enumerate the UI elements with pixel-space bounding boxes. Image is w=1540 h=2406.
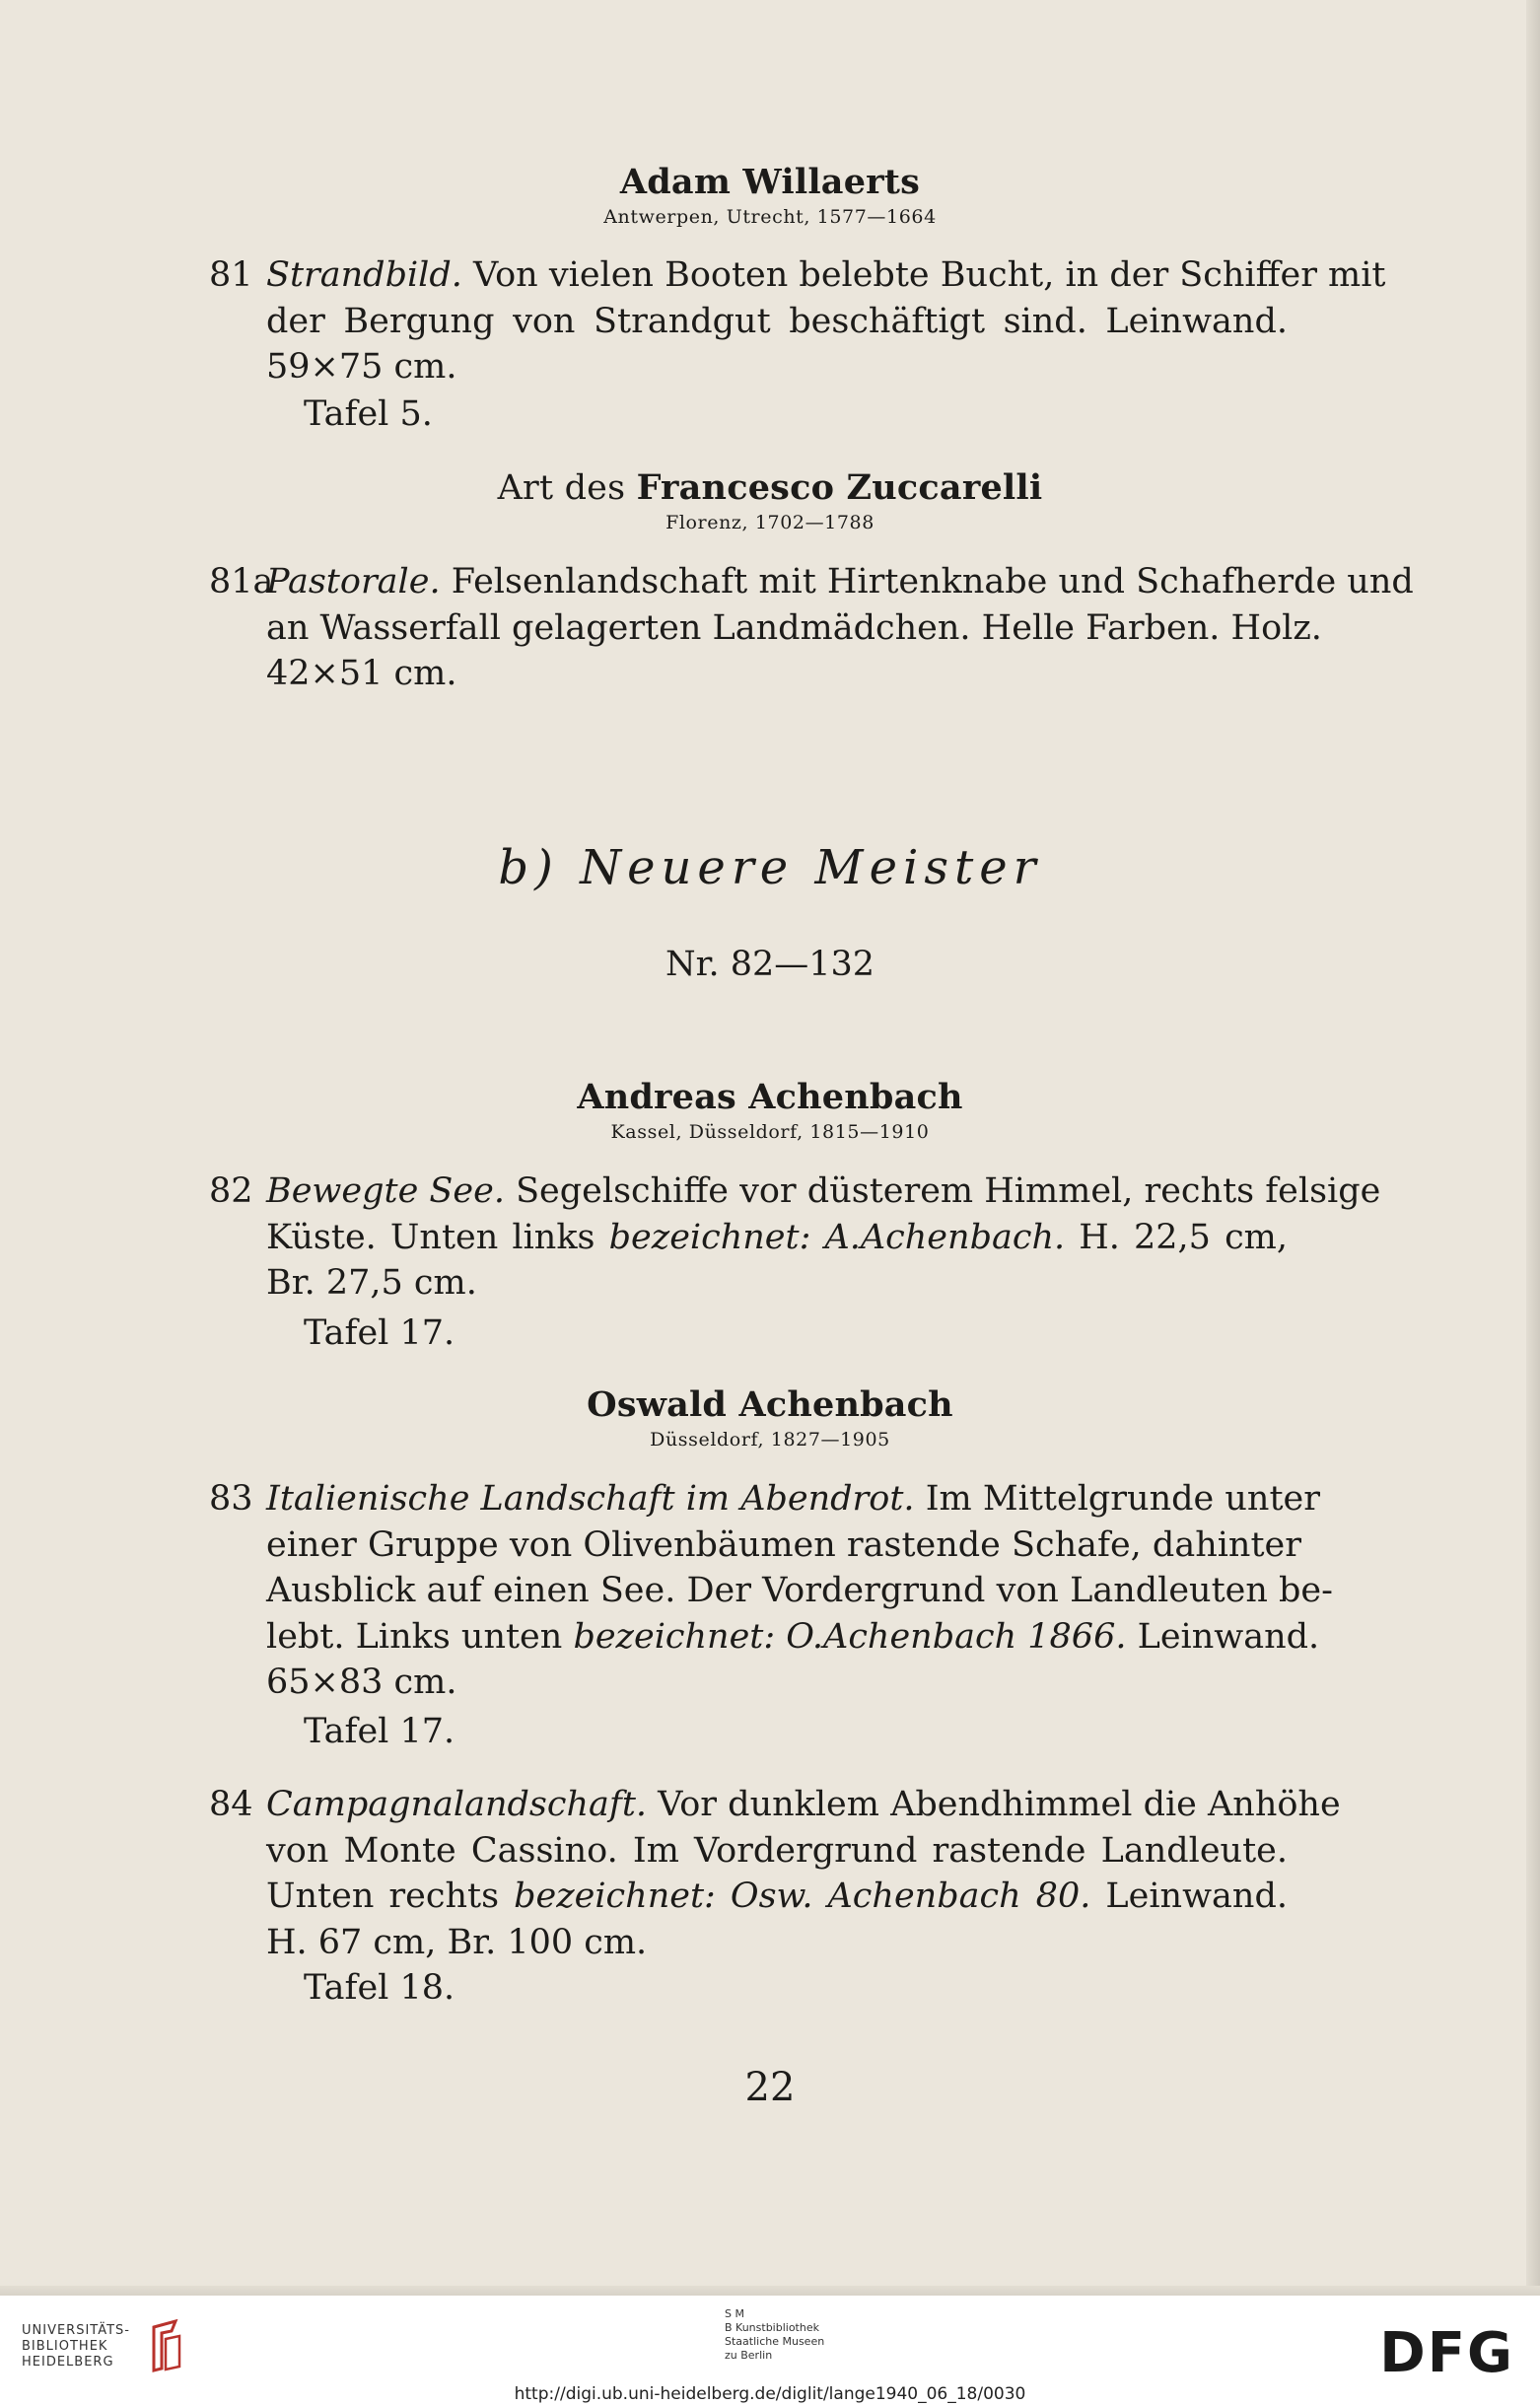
artist-dates: Florenz, 1702—1788 — [665, 512, 875, 533]
plate-reference: Tafel 18. — [304, 1968, 455, 2008]
entry-title: Strandbild. — [266, 255, 462, 295]
plate-reference: Tafel 17. — [304, 1712, 455, 1751]
university-library-logo[interactable]: UNIVERSITÄTS- BIBLIOTHEK HEIDELBERG — [22, 2323, 130, 2370]
artist-name: Francesco Zuccarelli — [636, 467, 1043, 508]
entry-number: 84 — [209, 1785, 253, 1824]
artist-name: Adam Willaerts — [619, 162, 921, 202]
entry-title: Pastorale. — [266, 562, 441, 602]
entry-title: Bewegte See. — [266, 1171, 505, 1211]
permalink-url[interactable]: http://digi.ub.uni-heidelberg.de/diglit/lange1940_06_18/0030 — [514, 2384, 1026, 2404]
page-number: 22 — [744, 2065, 796, 2110]
catalog-entry-83: 83 Italienische Landschaft im Abendrot. Im Mittelgrunde unter einer Gruppe von Olivenbäumen rastende Schafe, dahinter Ausblick auf einen See. Der Vordergrund von Landleuten be- lebt. Links unten bezeichnet: O.Achenbach 1866. Leinwand. 65×83 cm. — [209, 1476, 1288, 1706]
plate-reference: Tafel 17. — [304, 1313, 455, 1353]
entry-title: Campagnalandschaft. — [266, 1785, 648, 1824]
artist-name: Oswald Achenbach — [587, 1384, 953, 1425]
entry-title: Italienische Landschaft im Abendrot. — [266, 1479, 915, 1519]
subsection-range: Nr. 82—132 — [665, 945, 875, 984]
artist-dates: Kassel, Düsseldorf, 1815—1910 — [610, 1121, 930, 1143]
catalog-entry-84: 84 Campagnalandschaft. Vor dunklem Abendhimmel die Anhöhe von Monte Cassino. Im Vordergrund rastende Landleute. Unten rechts bezeichnet: Osw. Achenbach 80. Leinwand. H. 67 cm, Br. 100 cm. — [209, 1782, 1288, 1965]
entry-number: 81a — [209, 562, 274, 602]
artist-heading-oswald-achenbach — [0, 1384, 1540, 1451]
entry-number: 83 — [209, 1479, 253, 1519]
catalog-entry-81a: 81a Pastorale. Felsenlandschaft mit Hirtenknabe und Schafherde und an Wasserfall gelagerten Landmädchen. Helle Farben. Holz. 42×51 cm. — [209, 559, 1288, 697]
artist-dates: Düsseldorf, 1827—1905 — [650, 1429, 890, 1451]
kunstbibliothek-credit: S M B Kunstbibliothek Staatliche Museen zu Berlin — [725, 2307, 825, 2362]
catalog-entry-82: 82 Bewegte See. Segelschiffe vor düsterem Himmel, rechts felsige Küste. Unten links bezeichnet: A.Achenbach. H. 22,5 cm, Br. 27,5 cm. — [209, 1168, 1288, 1307]
entry-number: 81 — [209, 255, 253, 295]
artist-name: Andreas Achenbach — [577, 1077, 963, 1117]
artist-heading-zuccarelli: Art des Francesco Zuccarelli Florenz, 1702—1788 — [0, 467, 1540, 533]
subsection-title: b) Neuere Meister — [498, 840, 1042, 895]
footer-bar — [0, 2296, 1540, 2406]
artist-heading-willaerts — [0, 162, 1540, 228]
dfg-logo[interactable]: DFG — [1379, 2321, 1514, 2385]
catalog-entry-81: 81 Strandbild. Von vielen Booten belebte Bucht, in der Schiffer mit der Bergung von Strandgut beschäftigt sind. Leinwand. 59×75 cm. — [209, 252, 1288, 390]
page-edge-bottom — [0, 2286, 1540, 2296]
artist-dates: Antwerpen, Utrecht, 1577—1664 — [603, 206, 937, 228]
heidelberg-crest-icon — [150, 2319, 183, 2372]
entry-number: 82 — [209, 1171, 253, 1211]
artist-heading-andreas-achenbach — [0, 1077, 1540, 1143]
plate-reference: Tafel 5. — [304, 394, 433, 434]
page-edge-right — [1526, 0, 1540, 2296]
